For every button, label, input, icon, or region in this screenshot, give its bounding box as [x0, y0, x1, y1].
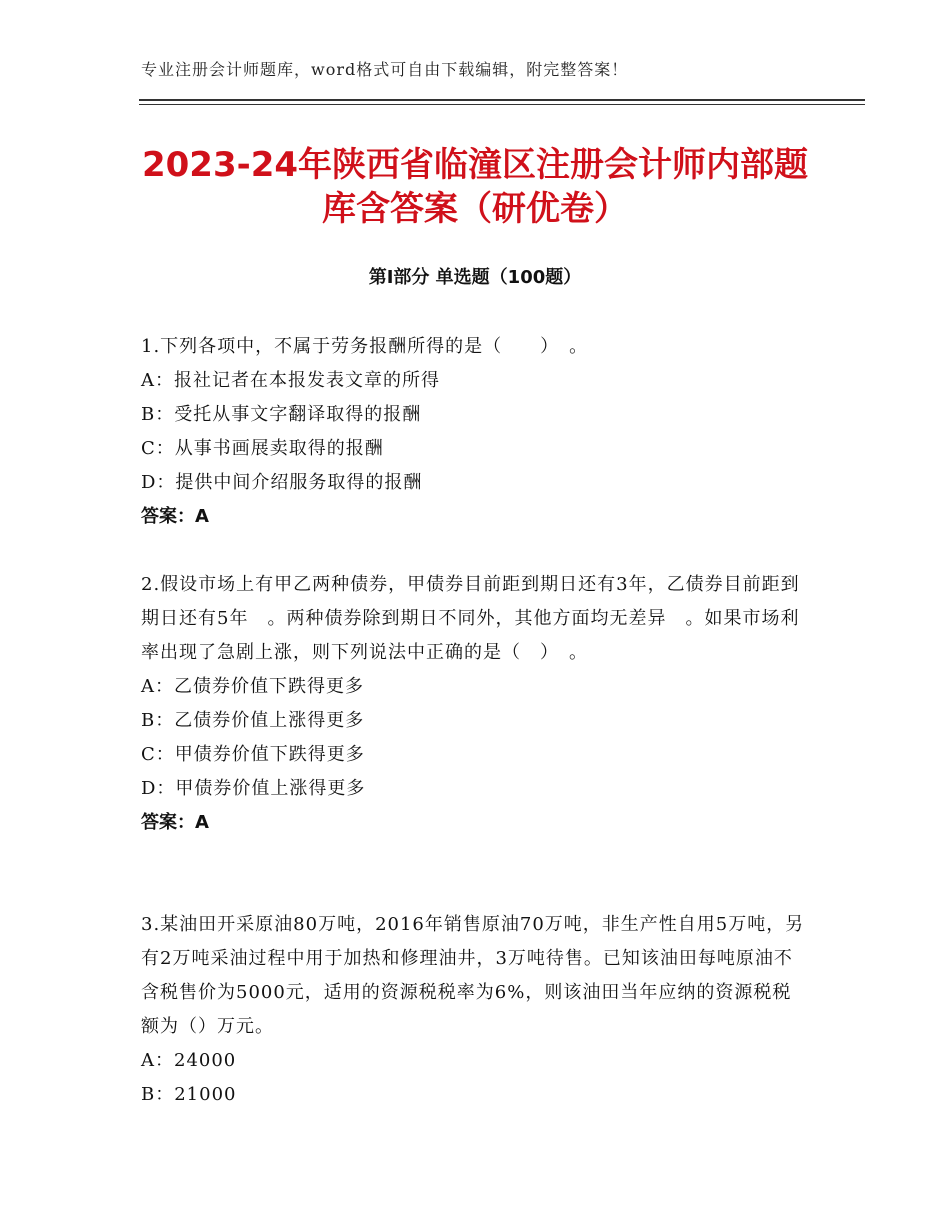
question-1 — [141, 330, 805, 534]
option-b: B：21000 — [141, 1084, 237, 1105]
option-b: B：乙债券价值上涨得更多 — [141, 710, 365, 731]
option-d: D：提供中间介绍服务取得的报酬 — [141, 472, 423, 493]
answer: 答案：A — [141, 506, 209, 527]
title-line-2: 库含答案（研优卷） — [322, 189, 628, 229]
option-a: A：乙债券价值下跌得更多 — [141, 676, 364, 697]
answer: 答案：A — [141, 812, 209, 833]
option-c: C：甲债券价值下跌得更多 — [141, 744, 365, 765]
question-3 — [141, 908, 805, 1112]
section-title: 第I部分 单选题（100题） — [368, 267, 582, 288]
option-c: C：从事书画展卖取得的报酬 — [141, 438, 384, 459]
document-title — [100, 143, 850, 231]
header-rule-thin — [139, 104, 865, 105]
title-line-1: 2023-24年陕西省临潼区注册会计师内部题 — [141, 145, 809, 185]
question-2 — [141, 568, 805, 840]
option-a: A：24000 — [141, 1050, 237, 1071]
question-text: 1.下列各项中，不属于劳务报酬所得的是（ ） 。 — [141, 336, 589, 357]
option-d: D：甲债券价值上涨得更多 — [141, 778, 366, 799]
question-text: 3.某油田开采原油80万吨，2016年销售原油70万吨，非生产性自用5万吨，另有2万吨采油过程中用于加热和修理油井，3万吨待售。已知该油田每吨原油不含税售价为5000元，适用的资源税税率为6%，则该油田当年应纳的资源税税额为（）万元。 — [141, 914, 805, 1037]
option-a: A：报社记者在本报发表文章的所得 — [141, 370, 440, 391]
header-rule-thick — [139, 99, 865, 101]
option-b: B：受托从事文字翻译取得的报酬 — [141, 404, 422, 425]
header-note: 专业注册会计师题库，word格式可自由下载编辑，附完整答案！ — [141, 60, 629, 79]
question-text: 2.假设市场上有甲乙两种债券，甲债券目前距到期日还有3年，乙债券目前距到期日还有5年 。两种债券除到期日不同外，其他方面均无差异 。如果市场利率出现了急剧上涨，则下列说法中正确的是（ ） 。 — [141, 574, 800, 663]
